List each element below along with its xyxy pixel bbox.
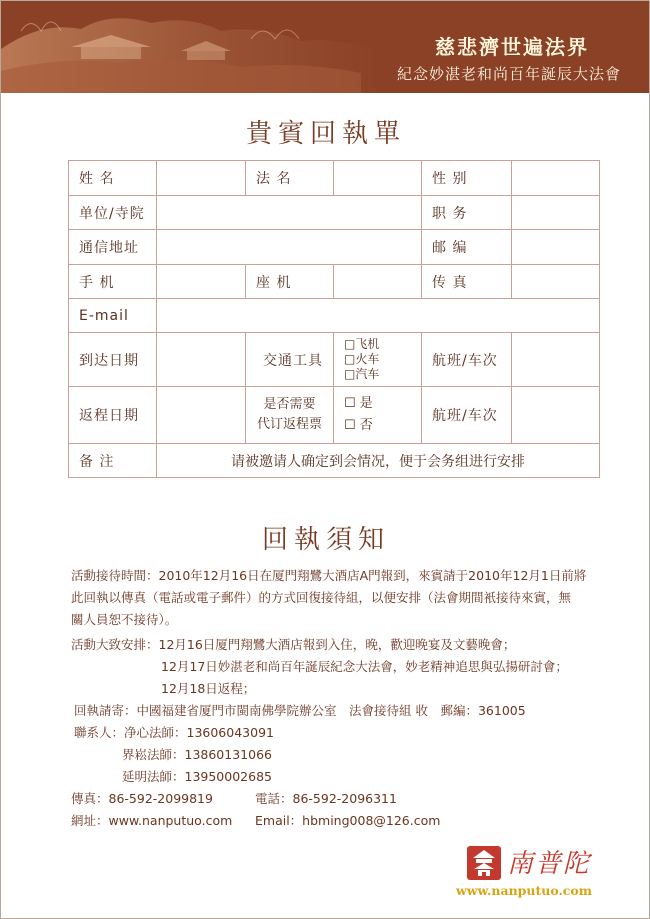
postcode-label: 邮 编 <box>422 230 512 265</box>
return-flight-no-field[interactable] <box>512 387 600 444</box>
contact-line: 延明法師：13950002685 <box>122 769 272 784</box>
notice-line: 12月18日返程； <box>161 681 256 696</box>
email-label: E-mail <box>69 299 157 333</box>
notice-line: 活動接待時間：2010年12月16日在厦門翔鷺大酒店A門報到，來賓請于2010年12月1日前將 <box>71 568 587 583</box>
need-booking-label-line2: 代订返程票 <box>256 417 322 432</box>
remark-label: 备 注 <box>69 444 157 478</box>
table-row <box>69 299 600 333</box>
return-date-label: 返程日期 <box>69 387 157 444</box>
logo-script-text: 南普陀 <box>507 849 592 879</box>
unit-field[interactable] <box>157 196 422 230</box>
phone-field[interactable] <box>334 265 422 299</box>
reply-form-table <box>68 160 600 478</box>
notice-line: 關人員恕不接待）。 <box>71 612 178 627</box>
gender-field[interactable] <box>512 161 600 196</box>
return-date-field[interactable] <box>157 387 246 444</box>
table-row <box>69 444 600 478</box>
gender-label: 性 别 <box>422 161 512 196</box>
form-title: 貴賓回執單 <box>245 119 406 149</box>
unit-label: 单位/寺院 <box>69 196 157 230</box>
transport-options <box>334 333 422 387</box>
notice-line: 此回執以傳真（電話或電子郵件）的方式回復接待組，以便安排（法會期間衹接待來賓，無 <box>71 590 572 605</box>
transport-label: 交通工具 <box>246 333 334 387</box>
name-label: 姓 名 <box>69 161 157 196</box>
flight-no-label: 航班/车次 <box>422 333 512 387</box>
postcode-field[interactable] <box>512 230 600 265</box>
notice-title: 回執須知 <box>261 525 390 555</box>
address-label: 通信地址 <box>69 230 157 265</box>
table-row <box>69 333 600 387</box>
transport-option-train[interactable]: □火车 <box>344 352 380 366</box>
phone-label: 座 机 <box>246 265 334 299</box>
table-row <box>69 387 600 444</box>
dharma-name-field[interactable] <box>334 161 422 196</box>
notice-line: 12月17日妙湛老和尚百年誕辰紀念大法會，妙老精神追思與弘揚研討會； <box>161 659 568 674</box>
booking-yes-checkbox[interactable]: ☐ 是 <box>344 396 373 411</box>
pagoda-icon <box>467 846 501 880</box>
website-line[interactable]: 網址：www.nanputuo.com <box>71 813 233 828</box>
nanputuo-logo-icon <box>467 846 501 880</box>
arrival-date-field[interactable] <box>157 333 246 387</box>
flight-no-field[interactable] <box>512 333 600 387</box>
email-line[interactable]: Email：hbming008@126.com <box>255 813 441 828</box>
booking-no-checkbox[interactable]: ☐ 否 <box>344 418 373 433</box>
phone-line: 電話：86-592-2096311 <box>255 791 397 806</box>
transport-option-bus[interactable]: □汽车 <box>344 367 380 381</box>
address-field[interactable] <box>157 230 422 265</box>
need-booking-label <box>246 387 334 444</box>
booking-options <box>334 387 422 444</box>
email-field[interactable] <box>157 299 600 333</box>
table-row <box>69 196 600 230</box>
remark-text: 请被邀请人确定到会情况，便于会务组进行安排 <box>157 444 600 478</box>
fax-field[interactable] <box>512 265 600 299</box>
table-row <box>69 265 600 299</box>
table-row <box>69 161 600 196</box>
notice-line: 回執請寄：中國福建省厦門市閩南佛學院辦公室 法會接待組 收 郵編：361005 <box>74 703 526 718</box>
mobile-field[interactable] <box>157 265 246 299</box>
footer-url[interactable]: www.nanputuo.com <box>456 883 592 898</box>
return-flight-no-label: 航班/车次 <box>422 387 512 444</box>
header-banner <box>1 1 650 93</box>
arrival-date-label: 到达日期 <box>69 333 157 387</box>
table-row <box>69 230 600 265</box>
fax-line: 傳真：86-592-2099819 <box>71 791 213 806</box>
contact-line: 聯系人：净心法師：13606043091 <box>74 725 274 740</box>
mobile-label: 手 机 <box>69 265 157 299</box>
contact-line: 界崧法師：13860131066 <box>122 747 272 762</box>
banner-title: 慈悲濟世遍法界 <box>435 35 589 59</box>
transport-option-plane[interactable]: □飞机 <box>344 337 380 351</box>
position-label: 职 务 <box>422 196 512 230</box>
dharma-name-label: 法 名 <box>246 161 334 196</box>
position-field[interactable] <box>512 196 600 230</box>
fax-label: 传 真 <box>422 265 512 299</box>
banner-subtitle: 紀念妙湛老和尚百年誕辰大法會 <box>396 65 621 83</box>
name-field[interactable] <box>157 161 246 196</box>
notice-line: 活動大致安排：12月16日厦門翔鷺大酒店報到入住，晚，歡迎晚宴及文藝晚會； <box>71 637 516 652</box>
need-booking-label-line1: 是否需要 <box>263 397 316 412</box>
